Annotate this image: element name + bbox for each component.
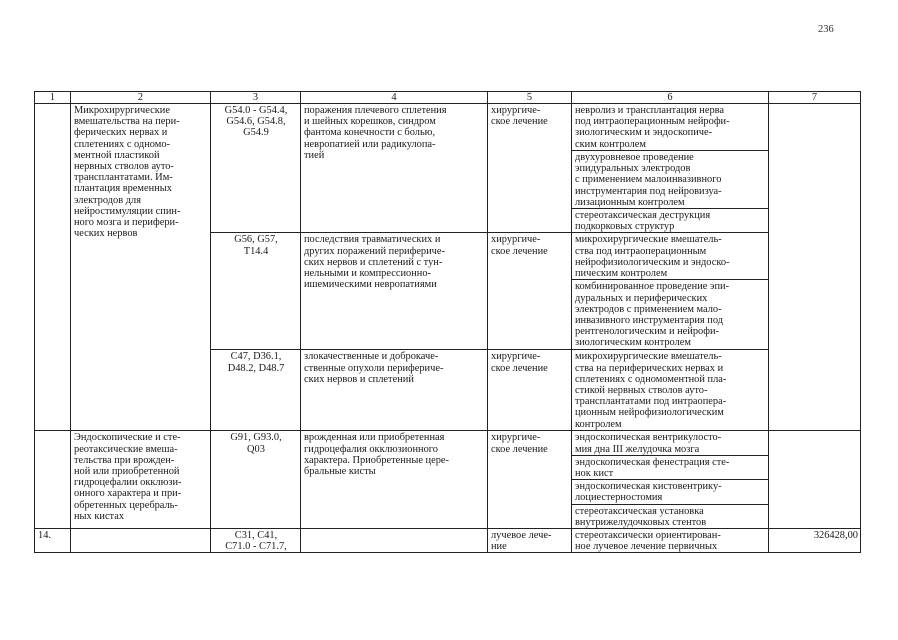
treatment-table: [34, 91, 861, 553]
price: [769, 431, 861, 529]
price: 326428,00: [769, 529, 861, 553]
icd-codes: G56, G57, T14.4: [211, 233, 301, 350]
icd-codes: C47, D36.1, D48.2, D48.7: [211, 350, 301, 431]
page-number: 236: [818, 24, 834, 35]
header-col-3: 3: [211, 92, 301, 104]
treatment-type: хирургиче- ское лечение: [488, 104, 572, 233]
treatment-type: хирургиче- ское лечение: [488, 350, 572, 431]
icd-codes: C31, C41, C71.0 - C71.7,: [211, 529, 301, 553]
header-col-5: 5: [488, 92, 572, 104]
treatment-method: стереотаксическая установка внутрижелудочковых стентов: [572, 504, 769, 528]
icd-codes: G91, G93.0, Q03: [211, 431, 301, 529]
row-number: [35, 104, 71, 431]
header-col-6: 6: [572, 92, 769, 104]
header-col-1: 1: [35, 92, 71, 104]
treatment-method: эндоскопическая кистовентрику- лоциестерностомия: [572, 480, 769, 504]
patient-model: поражения плечевого сплетения и шейных корешков, синдром фантома конечности с болью, невропатией или радикулопа- тией: [301, 104, 488, 233]
patient-model: [301, 529, 488, 553]
header-col-7: 7: [769, 92, 861, 104]
treatment-method: невролиз и трансплантация нерва под интраоперационным нейрофи- зиологическим и эндоскопиче- ским контролем: [572, 104, 769, 151]
patient-model: врожденная или приобретенная гидроцефалия окклюзионного характера. Приобретенные цере- бральные кисты: [301, 431, 488, 529]
intervention-name: Микрохирургические вмешательства на пери- ферических нервах и сплетениях с одномо- ментной пластикой нервных стволов ауто- трансплантатами. Им- плантация временных электродов для нейростимуляции спин- ного мозга и перифери- ческих нервов: [71, 104, 211, 431]
price: [769, 104, 861, 431]
treatment-method: микрохирургические вмешатель- ства на периферических нервах и сплетениях с одномоментной пла- стикой нервных стволов ауто- трансплантатами под интраопера- ционным нейрофизиологическим контролем: [572, 350, 769, 431]
icd-codes: G54.0 - G54.4, G54.6, G54.8, G54.9: [211, 104, 301, 233]
treatment-method: эндоскопическая вентрикулосто- мия дна III желудочка мозга: [572, 431, 769, 455]
treatment-method: микрохирургические вмешатель- ства под интраоперационным нейрофизиологическим и эндоско- пическим контролем: [572, 233, 769, 280]
treatment-method: комбинированное проведение эпи- дуральных и периферических электродов с применением мало- инвазивного инструментария под рентгенологическим и нейрофи- зиологическим контролем: [572, 280, 769, 350]
header-col-2: 2: [71, 92, 211, 104]
treatment-method: стереотаксически ориентирован- ное лучевое лечение первичных: [572, 529, 769, 553]
treatment-method: стереотаксическая деструкция подкорковых структур: [572, 209, 769, 233]
treatment-type: лучевое лече- ние: [488, 529, 572, 553]
treatment-type: хирургиче- ское лечение: [488, 233, 572, 350]
treatment-type: хирургиче- ское лечение: [488, 431, 572, 529]
header-col-4: 4: [301, 92, 488, 104]
treatment-method: эндоскопическая фенестрация сте- нок кист: [572, 455, 769, 479]
table-row: [35, 529, 861, 553]
row-number: [35, 431, 71, 529]
treatment-method: двухуровневое проведение эпидуральных электродов с применением малоинвазивного инструментария под нейровизуа- лизационным контролем: [572, 151, 769, 209]
intervention-name: Эндоскопические и сте- реотаксические вмеша- тельства при врожден- ной или приобретенной гидроцефалии окклюзи- онного характера и при- обретенных церебраль- ных кистах: [71, 431, 211, 529]
header-row: [35, 92, 861, 104]
patient-model: злокачественные и доброкаче- ственные опухоли перифериче- ских нервов и сплетений: [301, 350, 488, 431]
patient-model: последствия травматических и других поражений перифериче- ских нервов и сплетений с тун- нельными и компрессионно- ишемическими невропатиями: [301, 233, 488, 350]
table-row: [35, 431, 861, 455]
intervention-name: [71, 529, 211, 553]
row-number: 14.: [35, 529, 71, 553]
table-row: [35, 104, 861, 151]
